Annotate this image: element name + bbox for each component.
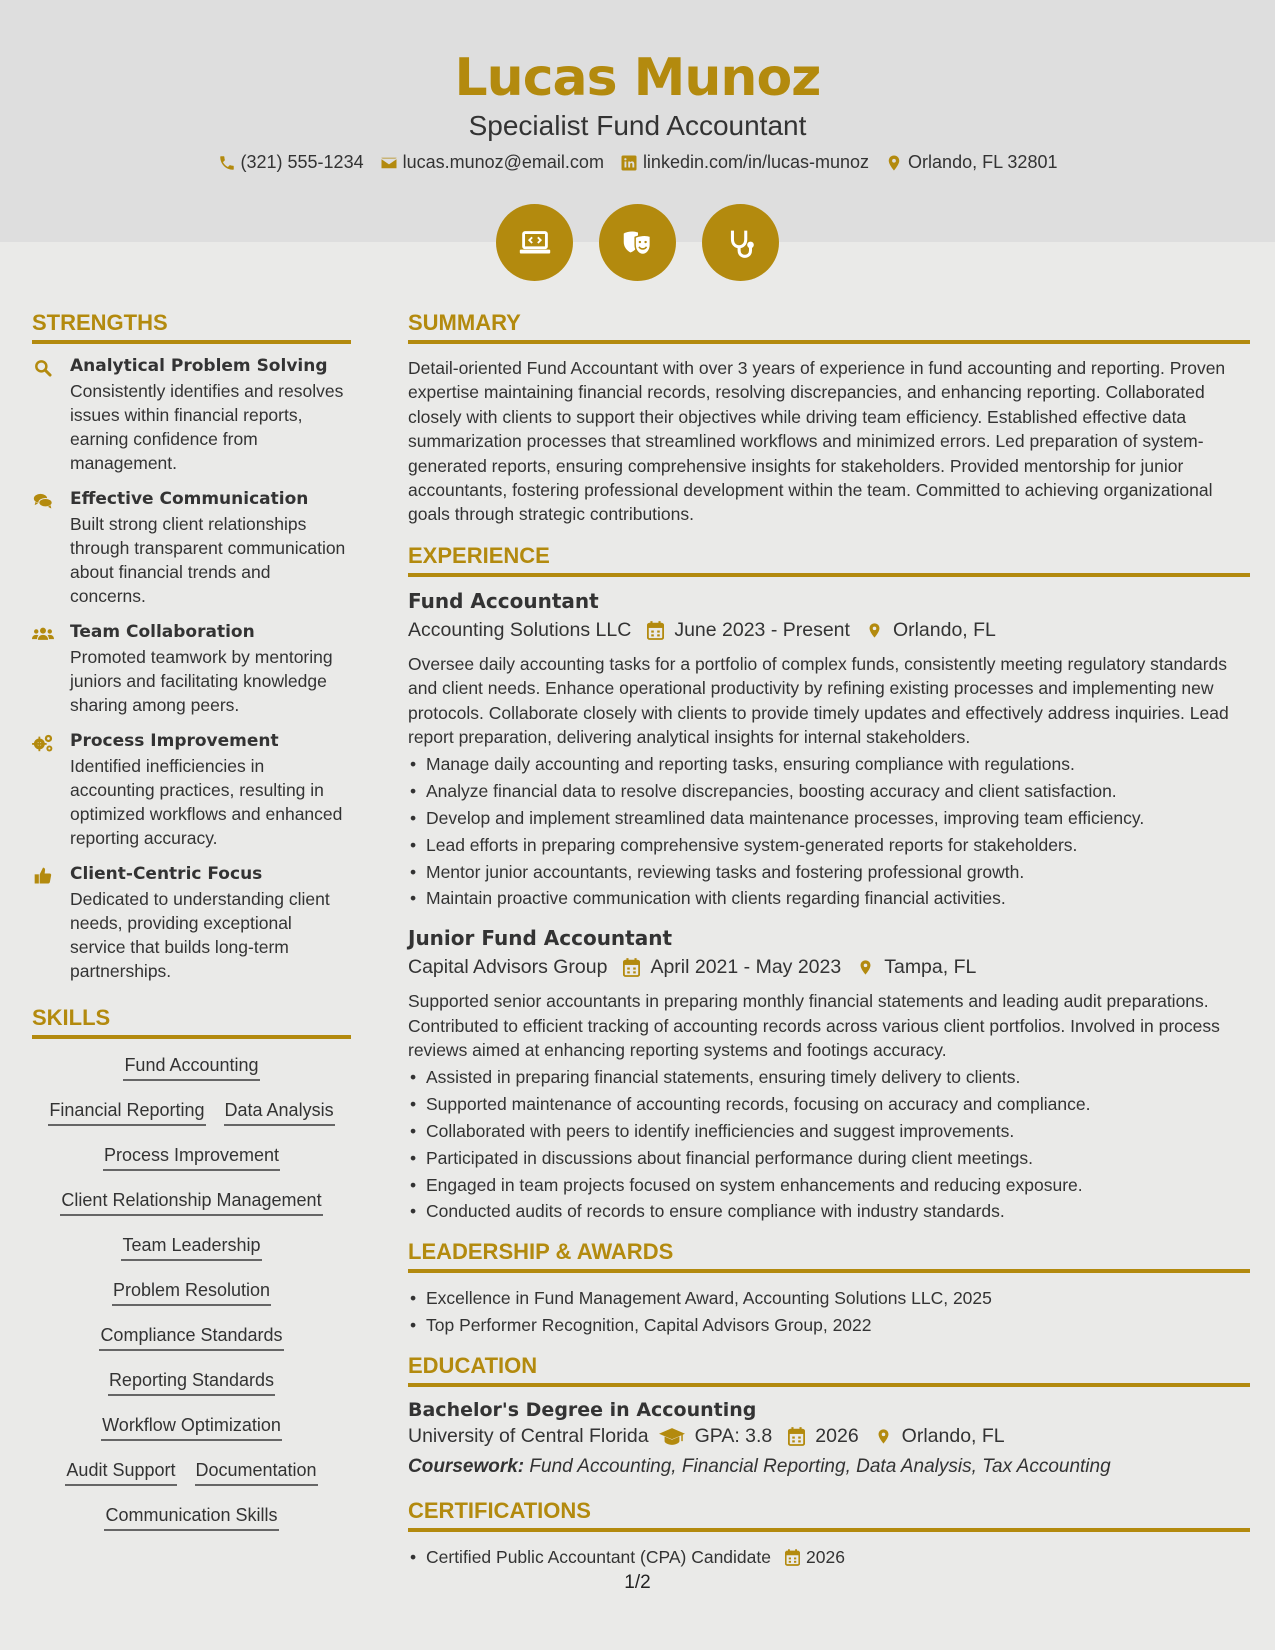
skill-tag: Team Leadership (121, 1235, 261, 1261)
map-marker-icon (857, 958, 874, 977)
strength-desc: Promoted teamwork by mentoring juniors and facilitating knowledge sharing among peers. (70, 647, 333, 715)
job-title: Junior Fund Accountant (408, 926, 673, 951)
strength-item (32, 489, 351, 608)
envelope-icon (380, 154, 398, 172)
leadership-heading: LEADERSHIP & AWARDS (408, 1239, 1250, 1273)
strengths-heading: STRENGTHS (32, 310, 351, 344)
coursework-list: Fund Accounting, Financial Reporting, Data Analysis, Tax Accounting (529, 1455, 1111, 1477)
list-item: • Supported maintenance of accounting records, focusing on accuracy and compliance. (408, 1091, 1250, 1118)
education-section (408, 1353, 1250, 1478)
calendar-icon (647, 621, 664, 640)
cogs-icon (32, 733, 54, 753)
strength-desc: Built strong client relationships through transparent communication about financial trends and concerns. (70, 514, 346, 606)
job-description: Oversee daily accounting tasks for a portfolio of complex funds, consistently meeting regulatory standards and client needs. Enhance operational productivity by refining existing processes and implementing new protocols. Collaborate closely with clients to provide timely updates and effectively address inquiries. Lead report preparation, delivering analytical insights for internal stakeholders. (408, 653, 1229, 748)
school-name: University of Central Florida (408, 1424, 649, 1447)
leadership-section (408, 1239, 1250, 1339)
coursework-label: Coursework: (408, 1455, 525, 1477)
graduation-year: 2026 (815, 1424, 859, 1447)
job-bullets (408, 751, 1250, 912)
interest-badges (0, 204, 1275, 281)
strength-title: Effective Communication (70, 489, 309, 509)
skill-tag: Data Analysis (224, 1100, 335, 1126)
strength-title: Process Improvement (70, 731, 279, 751)
graduation-cap-icon (659, 1427, 685, 1446)
skill-tag: Communication Skills (104, 1505, 278, 1531)
strength-title: Team Collaboration (70, 622, 255, 642)
job-company: Capital Advisors Group (408, 956, 608, 979)
list-item: • Develop and implement streamlined data maintenance processes, improving team efficiency. (408, 805, 1250, 832)
contact-location (885, 152, 1057, 173)
strength-desc: Identified inefficiencies in accounting practices, resulting in optimized workflows and enhanced reporting accuracy. (70, 756, 343, 848)
list-item: • Analyze financial data to resolve discrepancies, boosting accuracy and client satisfaction. (408, 778, 1250, 805)
search-icon (32, 358, 54, 378)
list-item: • Engaged in team projects focused on system enhancements and reducing exposure. (408, 1172, 1250, 1199)
job-title: Fund Accountant (408, 588, 599, 613)
summary-text: Detail-oriented Fund Accountant with over 3 years of experience in fund accounting and reporting. Proven expertise maintaining financial records, resolving discrepancies, and enhancing reporting. Collaborated closely with clients to support their objectives while driving team efficiency. Established effective data summarization processes that streamlined workflows and minimized errors. Led preparation of system-generated reports, ensuring comprehensive insights for stakeholders. Provided mentorship for junior accountants, fostering professional development within the team. Committed to achieving organizational goals through strategic contributions. (408, 358, 1226, 525)
phone-icon (218, 154, 236, 172)
certification-name: • Certified Public Accountant (CPA) Candidate (426, 1546, 771, 1567)
email-text: lucas.munoz@email.com (402, 152, 604, 172)
skill-tag: Audit Support (65, 1460, 176, 1486)
job-meta (408, 956, 1250, 979)
strength-title: Client-Centric Focus (70, 864, 263, 884)
right-column (408, 310, 1250, 1571)
map-marker-icon (866, 621, 883, 640)
strength-title: Analytical Problem Solving (70, 356, 328, 376)
strength-item (32, 622, 351, 717)
theater-masks-icon (599, 204, 676, 281)
job-title-headline: Specialist Fund Accountant (468, 110, 807, 141)
list-item: • Manage daily accounting and reporting tasks, ensuring compliance with regulations. (408, 751, 1250, 778)
laptop-code-icon (496, 204, 573, 281)
list-item: • Participated in discussions about financial performance during client meetings. (408, 1145, 1250, 1172)
certifications-heading: CERTIFICATIONS (408, 1498, 1250, 1532)
contact-phone[interactable] (218, 152, 364, 173)
location-text: Orlando, FL 32801 (908, 152, 1058, 172)
calendar-icon (623, 958, 640, 977)
list-item: • Assisted in preparing financial statements, ensuring timely delivery to clients. (408, 1064, 1250, 1091)
calendar-icon (785, 1549, 800, 1566)
map-marker-icon (875, 1427, 892, 1446)
job-location: Tampa, FL (884, 956, 977, 979)
education-meta (408, 1425, 1250, 1448)
strength-desc: Consistently identifies and resolves issues within financial reports, earning confidence from management. (70, 381, 344, 473)
certification-year: 2026 (806, 1546, 845, 1567)
users-icon (32, 624, 54, 644)
list-item: • Conducted audits of records to ensure compliance with industry standards. (408, 1198, 1250, 1225)
degree-title: Bachelor's Degree in Accounting (408, 1398, 757, 1421)
list-item (408, 1544, 1250, 1571)
calendar-icon (788, 1427, 805, 1446)
list-item: • Top Performer Recognition, Capital Advisors Group, 2022 (408, 1312, 1250, 1339)
gpa-text: GPA: 3.8 (694, 1424, 773, 1447)
list-item: • Excellence in Fund Management Award, Accounting Solutions LLC, 2025 (408, 1285, 1250, 1312)
job-description: Supported senior accountants in preparing monthly financial statements and leading audit preparations. Contributed to efficient tracking of accounting records across various client portfolios. Involved in process reviews aimed at enhancing reporting systems and footings accuracy. (408, 991, 1220, 1061)
linkedin-text: linkedin.com/in/lucas-munoz (642, 152, 870, 172)
certifications-list (408, 1544, 1250, 1571)
comments-icon (32, 491, 54, 511)
phone-text: (321) 555-1234 (240, 152, 364, 172)
skill-tag: Client Relationship Management (60, 1190, 322, 1216)
job-meta (408, 619, 1250, 642)
list-item: • Lead efforts in preparing comprehensive system-generated reports for stakeholders. (408, 832, 1250, 859)
skills-list (32, 1055, 351, 1550)
strength-item (32, 356, 351, 475)
skill-tag: Financial Reporting (48, 1100, 205, 1126)
job-entry (408, 926, 1250, 1225)
strengths-list (32, 356, 351, 983)
experience-heading: EXPERIENCE (408, 543, 1250, 577)
job-location: Orlando, FL (892, 618, 996, 641)
page-number: 1/2 (624, 1572, 651, 1593)
list-item: • Maintain proactive communication with clients regarding financial activities. (408, 885, 1250, 912)
skill-tag: Compliance Standards (99, 1325, 283, 1351)
skill-tag: Workflow Optimization (101, 1415, 282, 1441)
contact-email[interactable] (380, 152, 604, 173)
map-marker-icon (885, 154, 903, 172)
strength-item (32, 731, 351, 850)
skill-tag: Reporting Standards (108, 1370, 275, 1396)
left-column (32, 310, 351, 1550)
certifications-section (408, 1498, 1250, 1571)
skill-tag: Problem Resolution (112, 1280, 271, 1306)
strength-desc: Dedicated to understanding client needs, providing exceptional service that builds long-term partnerships. (70, 889, 330, 981)
coursework (408, 1456, 1250, 1478)
list-item: • Collaborated with peers to identify inefficiencies and suggest improvements. (408, 1118, 1250, 1145)
candidate-name: Lucas Munoz (454, 48, 821, 108)
skill-tag: Process Improvement (103, 1145, 280, 1171)
job-company: Accounting Solutions LLC (408, 618, 632, 641)
skill-tag: Documentation (195, 1460, 318, 1486)
job-dates: April 2021 - May 2023 (650, 956, 842, 979)
stethoscope-icon (702, 204, 779, 281)
education-location: Orlando, FL (901, 1424, 1005, 1447)
contact-linkedin[interactable] (620, 152, 869, 173)
skills-heading: SKILLS (32, 1005, 351, 1039)
skill-tag: Fund Accounting (123, 1055, 259, 1081)
job-bullets (408, 1064, 1250, 1225)
contact-bar (0, 152, 1275, 173)
job-entry (408, 589, 1250, 912)
list-item: • Mentor junior accountants, reviewing tasks and fostering professional growth. (408, 859, 1250, 886)
strength-item (32, 864, 351, 983)
job-dates: June 2023 - Present (674, 618, 850, 641)
education-heading: EDUCATION (408, 1353, 1250, 1387)
summary-heading: SUMMARY (408, 310, 1250, 344)
linkedin-icon (620, 154, 638, 172)
leadership-list (408, 1285, 1250, 1339)
thumbs-up-icon (32, 866, 54, 886)
